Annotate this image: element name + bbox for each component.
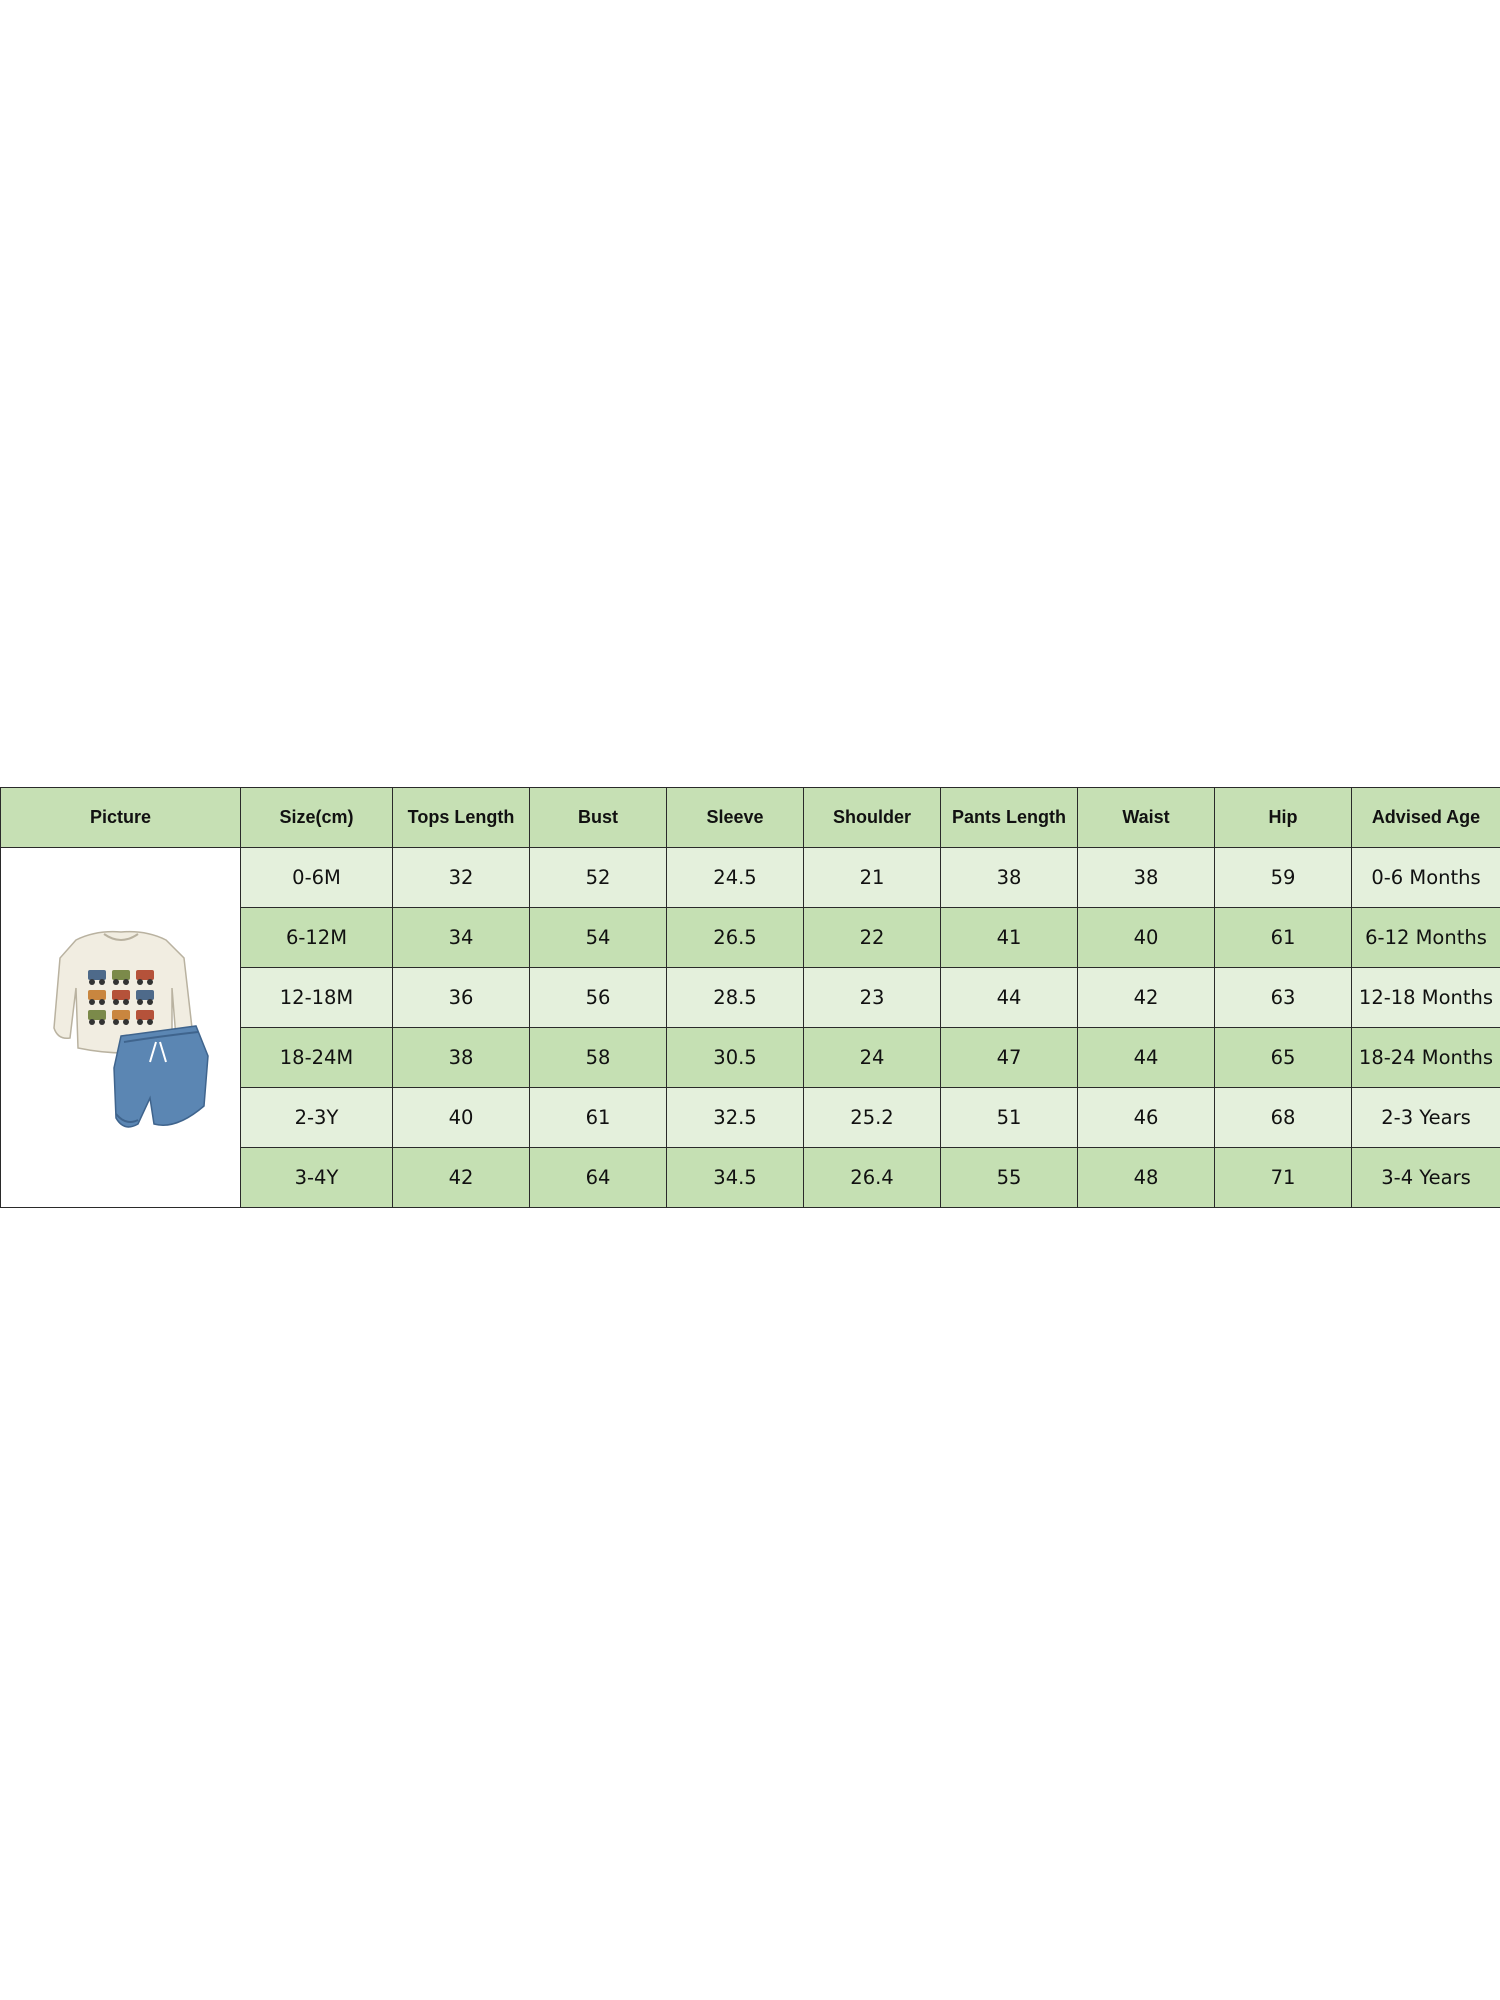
cell-tops-length: 42 — [393, 1148, 530, 1208]
cell-hip: 59 — [1215, 848, 1352, 908]
cell-pants-length: 41 — [941, 908, 1078, 968]
cell-sleeve: 28.5 — [667, 968, 804, 1028]
cell-bust: 64 — [530, 1148, 667, 1208]
cell-hip: 63 — [1215, 968, 1352, 1028]
cell-advised-age: 6-12 Months — [1352, 908, 1500, 968]
cell-shoulder: 24 — [804, 1028, 941, 1088]
cell-shoulder: 22 — [804, 908, 941, 968]
cell-bust: 56 — [530, 968, 667, 1028]
header-sleeve: Sleeve — [667, 788, 804, 848]
cell-hip: 68 — [1215, 1088, 1352, 1148]
cell-size: 0-6M — [241, 848, 393, 908]
cell-advised-age: 18-24 Months — [1352, 1028, 1500, 1088]
cell-shoulder: 25.2 — [804, 1088, 941, 1148]
header-shoulder: Shoulder — [804, 788, 941, 848]
cell-pants-length: 38 — [941, 848, 1078, 908]
header-advised-age: Advised Age — [1352, 788, 1500, 848]
table-row — [1, 848, 1500, 908]
cell-size: 12-18M — [241, 968, 393, 1028]
cell-hip: 71 — [1215, 1148, 1352, 1208]
cell-sleeve: 30.5 — [667, 1028, 804, 1088]
cell-advised-age: 3-4 Years — [1352, 1148, 1500, 1208]
header-tops-length: Tops Length — [393, 788, 530, 848]
header-pants-length: Pants Length — [941, 788, 1078, 848]
cell-bust: 61 — [530, 1088, 667, 1148]
header-bust: Bust — [530, 788, 667, 848]
cell-tops-length: 38 — [393, 1028, 530, 1088]
cell-tops-length: 32 — [393, 848, 530, 908]
cell-sleeve: 26.5 — [667, 908, 804, 968]
cell-advised-age: 0-6 Months — [1352, 848, 1500, 908]
cell-pants-length: 47 — [941, 1028, 1078, 1088]
cell-shoulder: 23 — [804, 968, 941, 1028]
cell-pants-length: 51 — [941, 1088, 1078, 1148]
cell-size: 2-3Y — [241, 1088, 393, 1148]
cell-waist: 40 — [1078, 908, 1215, 968]
cell-waist: 48 — [1078, 1148, 1215, 1208]
cell-shoulder: 26.4 — [804, 1148, 941, 1208]
cell-pants-length: 44 — [941, 968, 1078, 1028]
header-row — [1, 788, 1500, 848]
header-hip: Hip — [1215, 788, 1352, 848]
header-waist: Waist — [1078, 788, 1215, 848]
cell-waist: 42 — [1078, 968, 1215, 1028]
picture-cell — [1, 848, 241, 1208]
cell-size: 6-12M — [241, 908, 393, 968]
cell-tops-length: 34 — [393, 908, 530, 968]
size-chart — [0, 787, 1500, 1212]
cell-pants-length: 55 — [941, 1148, 1078, 1208]
cell-size: 18-24M — [241, 1028, 393, 1088]
header-picture: Picture — [1, 788, 241, 848]
cell-hip: 65 — [1215, 1028, 1352, 1088]
cell-waist: 46 — [1078, 1088, 1215, 1148]
header-size: Size(cm) — [241, 788, 393, 848]
cell-advised-age: 12-18 Months — [1352, 968, 1500, 1028]
cell-sleeve: 32.5 — [667, 1088, 804, 1148]
cell-sleeve: 24.5 — [667, 848, 804, 908]
cell-bust: 58 — [530, 1028, 667, 1088]
cell-advised-age: 2-3 Years — [1352, 1088, 1500, 1148]
cell-tops-length: 36 — [393, 968, 530, 1028]
pants-icon — [114, 1026, 208, 1127]
cell-tops-length: 40 — [393, 1088, 530, 1148]
cell-shoulder: 21 — [804, 848, 941, 908]
outfit-sweatshirt-pants-icon — [26, 918, 216, 1138]
cell-waist: 44 — [1078, 1028, 1215, 1088]
cell-size: 3-4Y — [241, 1148, 393, 1208]
cell-bust: 52 — [530, 848, 667, 908]
cell-hip: 61 — [1215, 908, 1352, 968]
cell-sleeve: 34.5 — [667, 1148, 804, 1208]
size-table — [0, 787, 1500, 1208]
cell-waist: 38 — [1078, 848, 1215, 908]
cell-bust: 54 — [530, 908, 667, 968]
